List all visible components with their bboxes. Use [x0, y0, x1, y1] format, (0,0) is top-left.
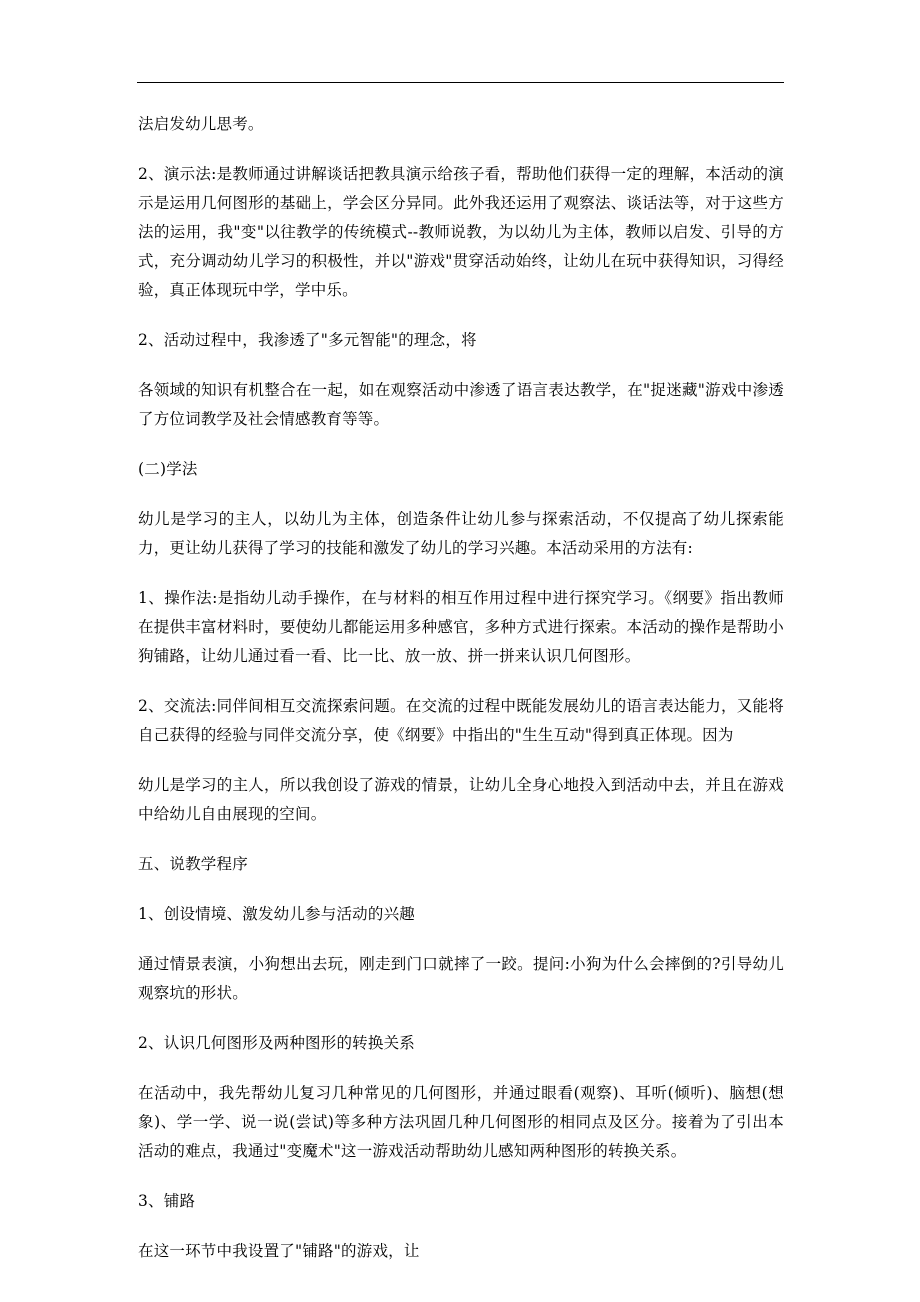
- paragraph: 各领域的知识有机整合在一起，如在观察活动中渗透了语言表达教学，在"捉迷藏"游戏中渗透了方位词教学及社会情感教育等等。: [138, 381, 784, 428]
- paragraph: 2、演示法:是教师通过讲解谈话把教具演示给孩子看，帮助他们获得一定的理解，本活动的演示是运用几何图形的基础上，学会区分异同。此外我还运用了观察法、谈话法等，对于这些方法的运用，我"变"以往教学的传统模式--教师说教，为以幼儿为主体，教师以启发、引导的方式，充分调动幼儿学习的积极性，并以"游戏"贯穿活动始终，让幼儿在玩中获得知识，习得经验，真正体现玩中学，学中乐。: [138, 165, 784, 299]
- header-rule: [137, 82, 784, 83]
- paragraph: 幼儿是学习的主人，以幼儿为主体，创造条件让幼儿参与探索活动，不仅提高了幼儿探索能力，更让幼儿获得了学习的技能和激发了幼儿的学习兴趣。本活动采用的方法有:: [138, 510, 784, 557]
- paragraph: 通过情景表演，小狗想出去玩，刚走到门口就摔了一跤。提问:小狗为什么会摔倒的?引导幼儿观察坑的形状。: [138, 955, 784, 1002]
- paragraph: 幼儿是学习的主人，所以我创设了游戏的情景，让幼儿全身心地投入到活动中去，并且在游戏中给幼儿自由展现的空间。: [138, 776, 784, 823]
- paragraph: 2、活动过程中，我渗透了"多元智能"的理念，将: [138, 331, 477, 349]
- paragraph: 在活动中，我先帮幼儿复习几种常见的几何图形，并通过眼看(观察)、耳听(倾听)、脑想(想象)、学一学、说一说(尝试)等多种方法巩固几种几何图形的相同点及区分。接着为了引出本活动的难点，我通过"变魔术"这一游戏活动帮助幼儿感知两种图形的转换关系。: [138, 1084, 784, 1160]
- paragraph: 1、操作法:是指幼儿动手操作，在与材料的相互作用过程中进行探究学习。《纲要》指出教师在提供丰富材料时，要使幼儿都能运用多种感官，多种方式进行探索。本活动的操作是帮助小狗铺路，让幼儿通过看一看、比一比、放一放、拼一拼来认识几何图形。: [138, 589, 784, 665]
- subsection-heading: 1、创设情境、激发幼儿参与活动的兴趣: [138, 905, 415, 923]
- section-heading: 五、说教学程序: [138, 855, 248, 873]
- paragraph: 在这一环节中我设置了"铺路"的游戏，让: [138, 1242, 420, 1260]
- subsection-heading: 2、认识几何图形及两种图形的转换关系: [138, 1034, 415, 1052]
- subsection-heading: 3、铺路: [138, 1192, 196, 1210]
- document-body: [138, 110, 784, 1287]
- section-heading: (二)学法: [138, 460, 198, 478]
- paragraph: 法启发幼儿思考。: [138, 115, 264, 133]
- paragraph: 2、交流法:同伴间相互交流探索问题。在交流的过程中既能发展幼儿的语言表达能力，又能将自己获得的经验与同伴交流分享，使《纲要》中指出的"生生互动"得到真正体现。因为: [138, 697, 784, 744]
